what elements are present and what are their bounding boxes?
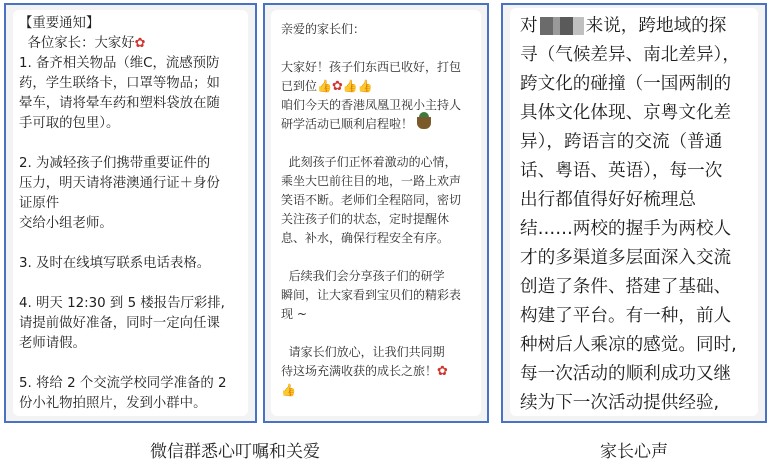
notice-line: 5. 将给 2 个交流学校同学准备的 2 xyxy=(19,376,227,391)
voice-line xyxy=(520,418,760,423)
parent-voice-panel xyxy=(501,3,767,423)
voice-line: 创造了条件、搭建了基础、 xyxy=(520,277,732,297)
notice-line: 【重要通知】 xyxy=(19,16,100,31)
message-line: 亲爱的家长们： xyxy=(281,22,366,36)
message-line: 后续我们会分享孩子们的研学 xyxy=(281,269,445,283)
notice-line: 份小礼物拍照片，发到小群中。 xyxy=(19,396,207,411)
message-line: 此刻孩子们正怀着激动的心情， xyxy=(281,155,457,169)
notice-line: 2. 为减轻孩子们携带重要证件的 xyxy=(19,156,211,171)
voice-line: 构建了平台。有一种，前人 xyxy=(520,306,732,326)
caption-right: 家长心声 xyxy=(600,442,668,462)
parent-voice-text xyxy=(520,12,760,423)
voice-line: 异），跨语言的交流（普通 xyxy=(520,132,723,152)
voice-line: 寻（气候差异、南北差异）， xyxy=(520,45,740,65)
notice-line: 手可取的包里）。 xyxy=(19,116,120,131)
voice-line: 具体文化体现、京粤文化差 xyxy=(520,103,732,123)
message-line: 请家长们放心，让我们共同期 xyxy=(281,345,445,359)
tea-icon xyxy=(417,117,431,129)
redacted-name xyxy=(540,17,584,35)
notice-screenshot-panel xyxy=(4,3,257,423)
notice-line: 4. 明天 12:30 到 5 楼报告厅彩排, xyxy=(19,296,225,311)
notice-line: 药，学生联络卡，口罩等物品；如 xyxy=(19,76,220,91)
caption-left: 微信群悉心叮嘱和关爱 xyxy=(150,442,320,462)
notice-card xyxy=(13,10,248,416)
message-line-emoji xyxy=(281,381,477,400)
message-line: 关注孩子们的状态，定时提醒休 xyxy=(281,212,450,226)
notice-line: 压力，明天请将港澳通行证＋身份 xyxy=(19,176,220,191)
notice-line: 交给小组老师。 xyxy=(19,216,113,231)
voice-line: 种树后人乘凉的感觉。同时, xyxy=(520,335,737,355)
voice-line: 出行都值得好好梳理总 xyxy=(520,190,696,210)
notice-line-greeting: 各位家长：大家好✿ xyxy=(19,36,146,51)
parent-voice-card xyxy=(510,8,758,416)
notice-line: 请提前做好准备，同时一定向任课 xyxy=(19,316,220,331)
voice-line: 跨文化的碰撞（一国两制的 xyxy=(520,74,732,94)
message-line: 咱们今天的香港凤凰卫视小主持人 xyxy=(281,98,462,112)
parents-message-card xyxy=(271,10,481,416)
voice-line: 结……两校的握手为两校人 xyxy=(520,219,732,239)
voice-line: 才的多渠道多层面深入交流 xyxy=(520,248,732,268)
parents-message-text xyxy=(281,20,477,423)
message-line-packed: 已到位👍✿👍👍 xyxy=(281,79,373,94)
message-line: 笑语不断。老师们全程陪同，密切 xyxy=(281,193,462,207)
rose-icon: ✿ xyxy=(331,79,343,94)
rose-icon: ✿ xyxy=(134,36,146,51)
message-line: 乘坐大巴前往目的地，一路上欢声 xyxy=(281,174,462,188)
message-line xyxy=(281,419,477,423)
voice-line-first: 对 来说，跨地域的探 xyxy=(520,16,727,36)
message-line-started: 研学活动已顺利启程啦！ xyxy=(281,115,477,134)
voice-line: 续为下一次活动提供经验, xyxy=(520,393,720,413)
thumbs-up-icon: 👍 xyxy=(281,383,296,397)
notice-text xyxy=(19,14,247,423)
notice-line: 晕车，请将晕车药和塑料袋放在随 xyxy=(19,96,220,111)
voice-line: 每一次活动的顺利成功又继 xyxy=(520,364,732,384)
voice-line: 话、粤语、英语），每一次 xyxy=(520,161,723,181)
message-line: 现 ~ xyxy=(281,307,307,321)
message-line: 瞬间，让大家看到宝贝们的精彩表 xyxy=(281,288,462,302)
notice-line: 3. 及时在线填写联系电话表格。 xyxy=(19,256,211,271)
rose-icon: ✿ xyxy=(437,364,448,379)
notice-line: 1. 备齐相关物品（维C，流感预防 xyxy=(19,56,220,71)
parents-message-panel xyxy=(263,3,489,423)
notice-line: 老师请假。 xyxy=(19,336,86,351)
thumbs-up-icon: 👍 xyxy=(317,79,332,93)
message-line: 大家好！孩子们东西已收好，打包 xyxy=(281,60,462,74)
thumbs-up-icon: 👍👍 xyxy=(342,79,373,93)
notice-line: 证原件 xyxy=(19,196,60,211)
message-line: 息、补水，确保行程安全有序。 xyxy=(281,231,450,245)
message-line-journey: 待这场充满收获的成长之旅！✿ xyxy=(281,364,448,379)
